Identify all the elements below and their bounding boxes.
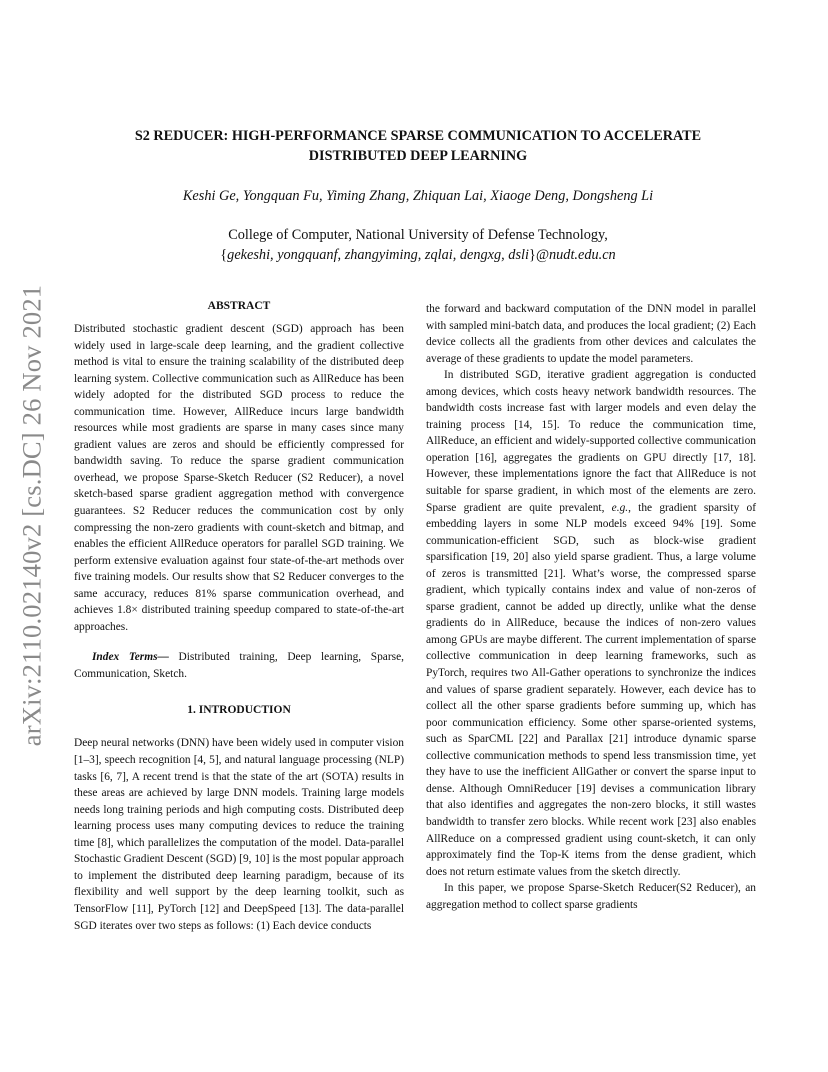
intro-paragraph-2-eg: e.g. [611, 501, 629, 514]
intro-paragraph-1-continued: the forward and backward computation of the DNN model in parallel with sampled mini-batch data, and produces the local gradient; (2) Each device collects all the gradients from other devices and calculates the average of these gradients to update the model parameters. [426, 303, 756, 365]
paper-title [78, 126, 758, 166]
introduction-heading: 1. INTRODUCTION [187, 704, 291, 717]
intro-paragraph-2 [426, 367, 756, 880]
email-line [78, 245, 758, 265]
arxiv-identifier-text: arXiv:2110.02140v2 [cs.DC] 26 Nov 2021 [16, 284, 47, 746]
arxiv-identifier [4, 270, 60, 760]
left-column [74, 298, 404, 934]
title-line-2: DISTRIBUTED DEEP LEARNING [308, 148, 528, 164]
intro-paragraph-2-part-a: In distributed SGD, iterative gradient aggregation is conducted among devices, which costs heavy network bandwidth resources. The bandwidth costs increase fast with larger models and even delay the training process [14, 15]. To reduce the communication time, AllReduce, an efficient and widely-supported collective communication operation [16], aggregates the gradients on GPU directly [17, 18]. However, these implementations ignore the fact that AllReduce is not suitable for sparse gradient, in which most of the elements are zero. Sparse gradient are quite prevalent, [426, 369, 756, 514]
index-terms-label: Index Terms— [92, 651, 169, 664]
abstract-heading: ABSTRACT [207, 300, 271, 312]
index-terms-text: Distributed training, Deep learning, Sparse, Communication, Sketch. [74, 651, 404, 680]
affiliation-block [78, 225, 758, 265]
author-list: Keshi Ge, Yongquan Fu, Yiming Zhang, Zhiquan Lai, Xiaoge Deng, Dongsheng Li [182, 188, 654, 204]
title-line-1: S2 REDUCER: HIGH-PERFORMANCE SPARSE COMMUNICATION TO ACCELERATE [134, 128, 702, 144]
email-domain: @nudt.edu.cn [535, 247, 616, 263]
abstract-text: Distributed stochastic gradient descent (SGD) approach has been widely used in large-scale deep learning, and the gradient collective method is vital to ensure the training scalability of the distributed deep learning system. Collective communication such as AllReduce has been widely adopted for the distributed SGD process to reduce the communication time. However, AllReduce incurs large bandwidth resources while most gradients are sparse in many cases since many gradient values are zeros and should be efficiently compressed for bandwidth saving. To reduce the sparse gradient communication overhead, we propose Sparse-Sketch Reducer (S2 Reducer), a novel sketch-based sparse gradient aggregation method with convergence guarantees. S2 Reducer reduces the communication cost by only compressing the non-zero gradients with count-sketch and bitmap, and enables the efficient AllReduce operators for parallel SGD training. We perform extensive evaluation against four state-of-the-art methods over five training models. Our results show that S2 Reducer converges to the same accuracy, reduces 81% sparse communication overhead, and achieves 1.8× distributed training speedup compared to state-of-the-art approaches. [74, 323, 404, 633]
intro-paragraph-2-part-b: , the gradient sparsity of embedding layers in some NLP models exceed 94% [19]. Some communication-efficient SGD, such as block-wise gradient sparsification [19, 20] also yield sparse gradient. Thus, a large volume of zeros is transmitted [21]. What’s worse, the compressed sparse gradient, which typically contains index and value of non-zeros of sparse gradient, cannot be added up directly, unlike what the dense gradients do in AllReduce, because the indices of non-zero values among GPUs are maybe different. The current implementation of sparse collective communication in deep learning frameworks, such as PyTorch, requires two All-Gather operations to synchronize the indices and values of sparse gradient separately. However, each device has to collect all the other sparse gradients before summing up, which has poor communication efficiency. Some other sparse-oriented systems, such as SparCML [22] and Parallax [21] introduce dynamic sparse collective communication methods to spend less transmission time, yet they have to use the inefficient AllGather or convert the sparse input to dense. Although OmniReducer [19] devises a communication library that also identifies and aggregates the non-zero blocks, it still wastes bandwidth to transfer zero blocks. While recent work [23] also enables AllReduce on a compressed gradient using count-sketch, it can only approximately find the Top-K items from the dense gradient, which does not return estimate values from the sketch directly. [426, 501, 756, 878]
email-names: gekeshi, yongquanf, zhangyiming, zqlai, dengxg, dsli [227, 247, 529, 263]
index-terms [74, 649, 404, 682]
intro-paragraph-3: In this paper, we propose Sparse-Sketch Reducer(S2 Reducer), an aggregation method to collect sparse gradients [426, 882, 756, 911]
right-column [426, 301, 756, 913]
email-open-brace: { [220, 247, 228, 263]
email-close-brace: } [528, 247, 536, 263]
intro-paragraph-1: Deep neural networks (DNN) have been widely used in computer vision [1–3], speech recognition [4, 5], and natural language processing (NLP) tasks [6, 7], A recent trend is that the state of the art (SOTA) results in these areas are achieved by large DNN models. Training large models needs long training periods and high computing costs. Distributed deep learning process uses many computing devices to reduce the training time [8], which parallelizes the computation of the model. Data-parallel Stochastic Gradient Descent (SGD) [9, 10] is the most popular approach to implement the distributed deep learning paradigm, because of its flexibility and well support by the deep learning toolkit, such as TensorFlow [11], PyTorch [12] and DeepSpeed [13]. The data-parallel SGD iterates over two steps as follows: (1) Each device conducts [74, 737, 404, 932]
affiliation: College of Computer, National University of Defense Technology, [228, 227, 608, 243]
